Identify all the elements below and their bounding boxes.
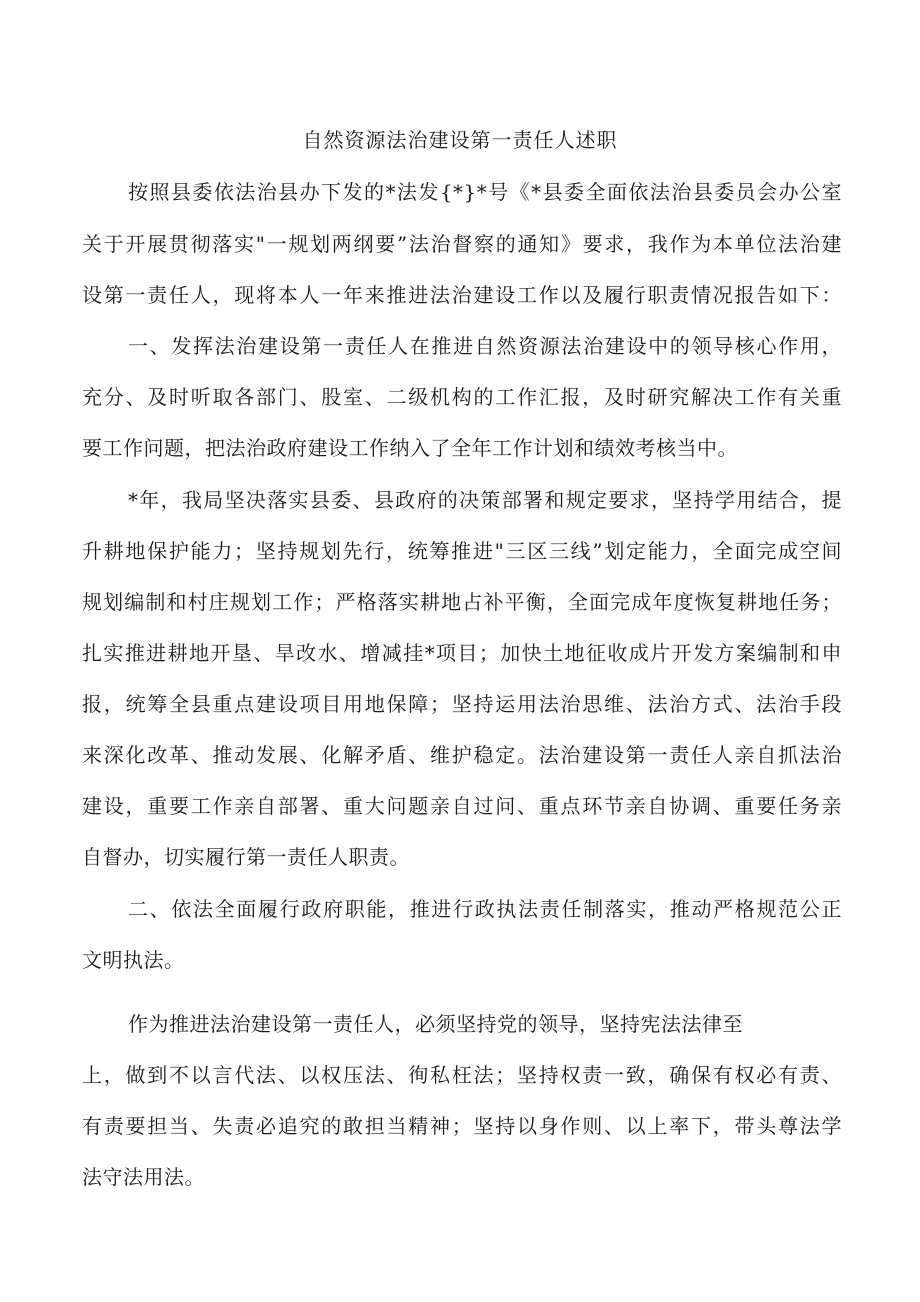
paragraph-3-line-4: 扎实推进耕地开垦、旱改水、增减挂*项目；加快土地征收成片开发方案编制和申 <box>82 641 842 665</box>
paragraph-4-line-1: 二、依法全面履行政府职能，推进行政执法责任制落实，推动严格规范公正 <box>128 897 842 921</box>
paragraph-3-line-2: 升耕地保护能力；坚持规划先行，统筹推进"三区三线”划定能力，全面完成空间 <box>82 539 842 563</box>
paragraph-3-line-7: 建设，重要工作亲自部署、重大问题亲自过问、重点环节亲自协调、重要任务亲 <box>82 794 842 818</box>
paragraph-2-line-2: 充分、及时听取各部门、股室、二级机构的工作汇报，及时研究解决工作有关重 <box>82 385 842 409</box>
paragraph-1-line-2: 关于开展贯彻落实"一规划两纲要”法治督察的通知》要求，我作为本单位法治建 <box>82 232 842 256</box>
paragraph-3-line-1: *年，我局坚决落实县委、县政府的决策部署和规定要求，坚持学用结合，提 <box>128 488 842 512</box>
document-title: 自然资源法治建设第一责任人述职 <box>302 128 618 152</box>
paragraph-3-line-3: 规划编制和村庄规划工作；严格落实耕地占补平衡，全面完成年度恢复耕地任务； <box>82 590 842 614</box>
paragraph-2-line-1: 一、发挥法治建设第一责任人在推进自然资源法治建设中的领导核心作用， <box>128 334 842 358</box>
paragraph-4-line-2: 文明执法。 <box>82 948 185 972</box>
paragraph-5-line-3: 有责要担当、失责必追究的敢担当精神；坚持以身作则、以上率下，带头尊法学 <box>82 1114 842 1138</box>
paragraph-1-line-1: 按照县委依法治县办下发的*法发{*}*号《*县委全面依法治县委员会办公室 <box>128 180 842 204</box>
paragraph-1-line-3: 设第一责任人，现将本人一年来推进法治建设工作以及履行职责情况报告如下： <box>82 283 842 307</box>
paragraph-3-line-5: 报，统筹全县重点建设项目用地保障；坚持运用法治思维、法治方式、法治手段 <box>82 692 842 716</box>
paragraph-5-line-1: 作为推进法治建设第一责任人，必须坚持党的领导，坚持宪法法律至 <box>128 1012 743 1036</box>
paragraph-3-line-6: 来深化改革、推动发展、化解矛盾、维护稳定。法治建设第一责任人亲自抓法治 <box>82 743 842 767</box>
paragraph-5-line-4: 法守法用法。 <box>82 1165 205 1189</box>
paragraph-3-line-8: 自督办，切实履行第一责任人职责。 <box>82 845 410 869</box>
paragraph-5-line-2: 上，做到不以言代法、以权压法、徇私枉法；坚持权责一致，确保有权必有责、 <box>82 1063 842 1087</box>
paragraph-2-line-3: 要工作问题，把法治政府建设工作纳入了全年工作计划和绩效考核当中。 <box>82 436 738 460</box>
